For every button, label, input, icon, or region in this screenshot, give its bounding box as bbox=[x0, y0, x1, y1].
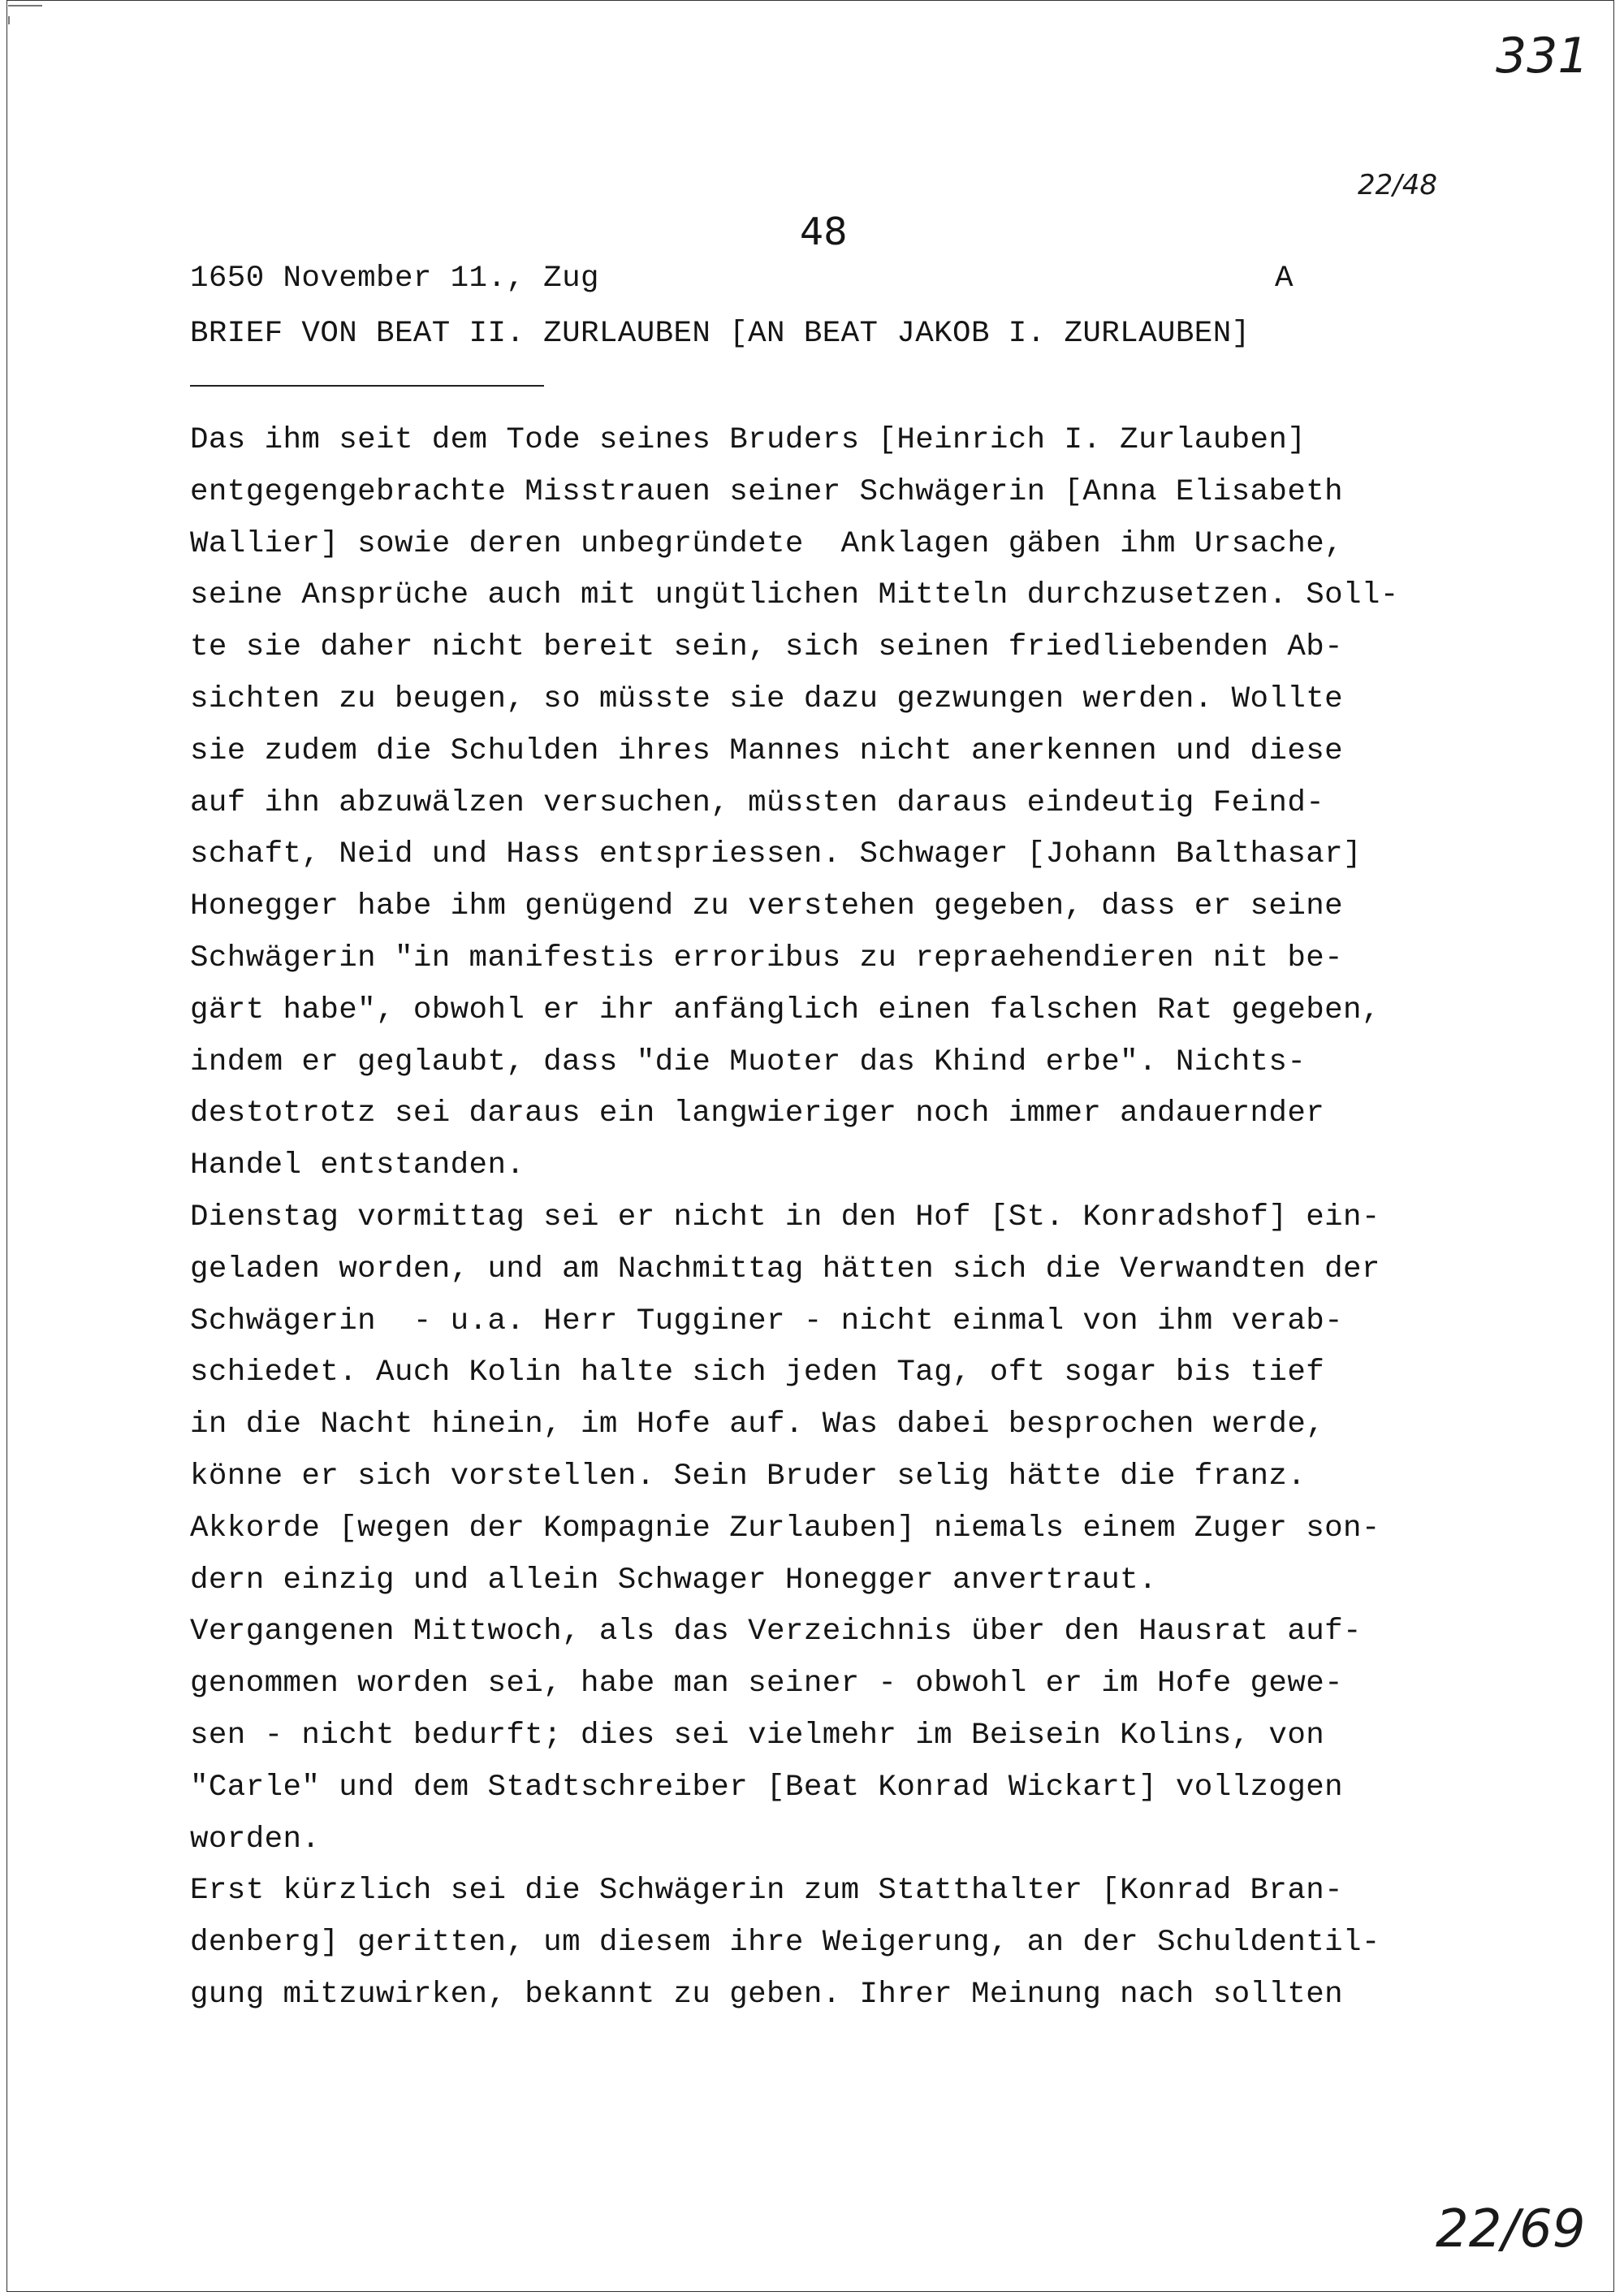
text-line: gärt habe", obwohl er ihr anfänglich einen falschen Rat gegeben, bbox=[190, 992, 1380, 1027]
text-line: Erst kürzlich sei die Schwägerin zum Statthalter [Konrad Bran- bbox=[190, 1874, 1344, 1909]
text-line: schiedet. Auch Kolin halte sich jeden Tag, oft sogar bis tief bbox=[190, 1356, 1325, 1390]
text-line: indem er geglaubt, dass "die Muoter das Khind erbe". Nichts- bbox=[190, 1044, 1307, 1079]
version-mark: A bbox=[1275, 262, 1294, 296]
date-line: 1650 November 11., Zug bbox=[190, 262, 599, 296]
text-line: schaft, Neid und Hass entspriessen. Schwager [Johann Balthasar] bbox=[190, 837, 1362, 872]
folio-number: 22/69 bbox=[1436, 2199, 1586, 2259]
heading-rule bbox=[190, 385, 544, 387]
text-line: Das ihm seit dem Tode seines Bruders [Heinrich I. Zurlauben] bbox=[190, 423, 1307, 457]
text-line: sen - nicht bedurft; dies sei vielmehr im Beisein Kolins, von bbox=[190, 1718, 1325, 1753]
text-line: destotrotz sei daraus ein langwieriger noch immer andauernder bbox=[190, 1096, 1325, 1131]
text-line: sichten zu beugen, so müsste sie dazu gezwungen werden. Wollte bbox=[190, 681, 1344, 716]
page-reference: 22/48 bbox=[1358, 169, 1437, 201]
text-line: Vergangenen Mittwoch, als das Verzeichnis über den Hausrat auf- bbox=[190, 1615, 1362, 1650]
text-line: Schwägerin "in manifestis erroribus zu repraehendieren nit be- bbox=[190, 940, 1344, 975]
text-line: Wallier] sowie deren unbegründete Anklagen gäben ihm Ursache, bbox=[190, 526, 1344, 561]
text-line: entgegengebrachte Misstrauen seiner Schwägerin [Anna Elisabeth bbox=[190, 474, 1344, 509]
text-line: Akkorde [wegen der Kompagnie Zurlauben] niemals einem Zuger son- bbox=[190, 1511, 1380, 1546]
text-line: auf ihn abzuwälzen versuchen, müssten daraus eindeutig Feind- bbox=[190, 785, 1325, 820]
text-line: sie zudem die Schulden ihres Mannes nicht anerkennen und diese bbox=[190, 733, 1344, 768]
text-line: denberg] geritten, um diesem ihre Weigerung, an der Schuldentil- bbox=[190, 1926, 1380, 1961]
text-line: Schwägerin - u.a. Herr Tugginer - nicht einmal von ihm verab- bbox=[190, 1304, 1344, 1338]
text-line: te sie daher nicht bereit sein, sich seinen friedliebenden Ab- bbox=[190, 630, 1344, 665]
text-line: seine Ansprüche auch mit ungütlichen Mitteln durchzusetzen. Soll- bbox=[190, 578, 1399, 613]
text-line: Honegger habe ihm genügend zu verstehen gegeben, dass er seine bbox=[190, 889, 1344, 924]
archive-number: 331 bbox=[1496, 28, 1589, 84]
scan-speck bbox=[8, 16, 10, 24]
text-line: genommen worden sei, habe man seiner - obwohl er im Hofe gewe- bbox=[190, 1667, 1344, 1701]
text-line: geladen worden, und am Nachmittag hätten sich die Verwandten der bbox=[190, 1252, 1380, 1286]
text-line: dern einzig und allein Schwager Honegger anvertraut. bbox=[190, 1563, 1157, 1598]
text-line: könne er sich vorstellen. Sein Bruder selig hätte die franz. bbox=[190, 1459, 1307, 1494]
document-number: 48 bbox=[800, 210, 848, 253]
text-line: Handel entstanden. bbox=[190, 1148, 525, 1183]
text-line: "Carle" und dem Stadtschreiber [Beat Konrad Wickart] vollzogen bbox=[190, 1770, 1344, 1805]
scan-speck bbox=[8, 5, 42, 6]
text-line: Dienstag vormittag sei er nicht in den Hof [St. Konradshof] ein- bbox=[190, 1200, 1380, 1234]
text-line: gung mitzuwirken, bekannt zu geben. Ihrer Meinung nach sollten bbox=[190, 1977, 1344, 2012]
text-line: worden. bbox=[190, 1822, 321, 1857]
text-line: in die Nacht hinein, im Hofe auf. Was dabei besprochen werde, bbox=[190, 1407, 1325, 1442]
document-heading: BRIEF VON BEAT II. ZURLAUBEN [AN BEAT JAKOB I. ZURLAUBEN] bbox=[190, 317, 1250, 351]
body-text bbox=[190, 415, 1603, 2021]
